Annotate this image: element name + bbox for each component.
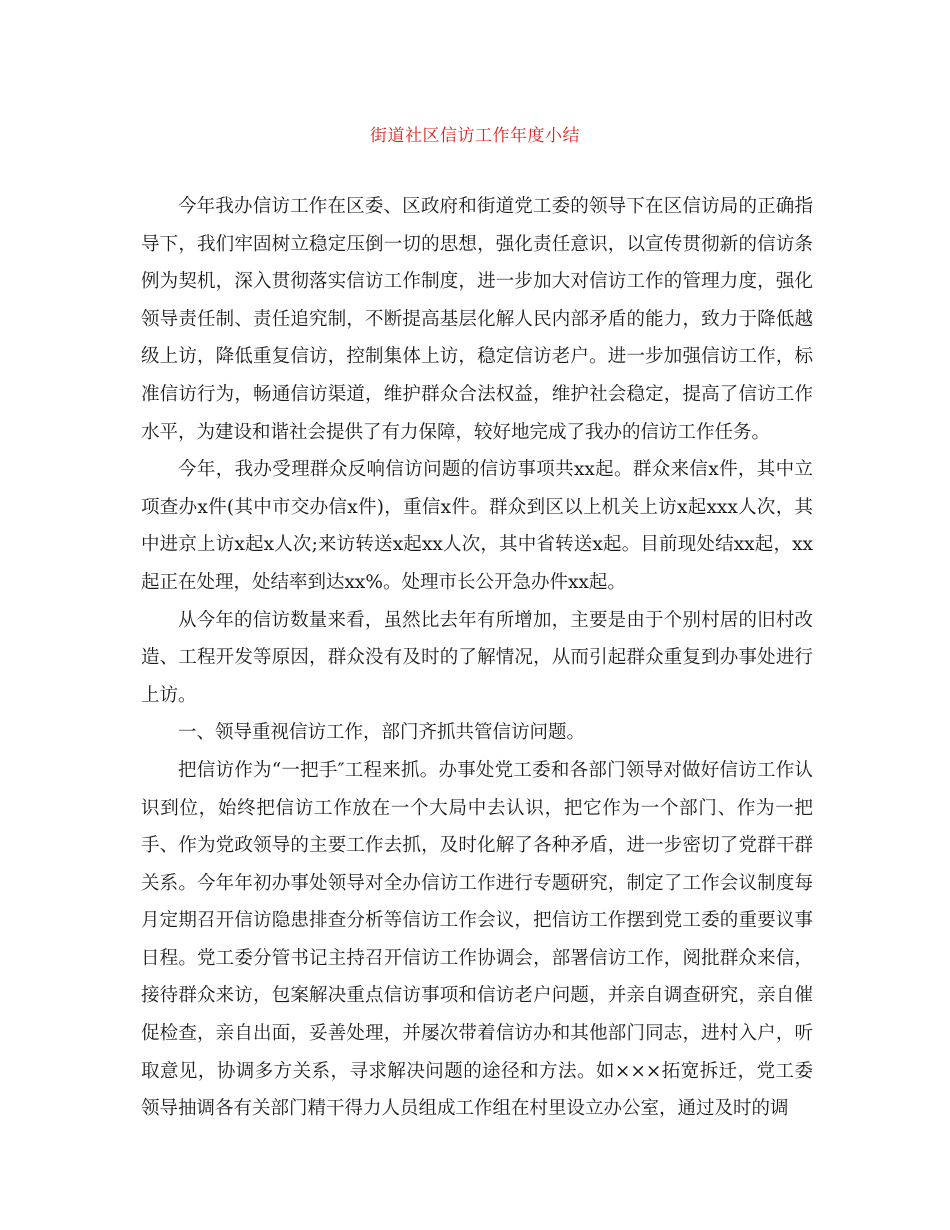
paragraph-2: 今年，我办受理群众反响信访问题的信访事项共xx起。群众来信x件，其中立项查办x件(其中市交办信x件)，重信x件。群众到区以上机关上访x起xxx人次，其中进京上访x起x人次;来访转送x起xx人次，其中省转送x起。目前现处结xx起，xx起正在处理，处结率到达xx%。处理市长公开急办件xx起。	[141, 459, 813, 593]
document-body	[141, 188, 813, 1128]
paragraph-4: 把信访作为“一把手″工程来抓。办事处党工委和各部门领导对做好信访工作认识到位，始终把信访工作放在一个大局中去认识，把它作为一个部门、作为一把手、作为党政领导的主要工作去抓，及时化解了各种矛盾，进一步密切了党群干群关系。今年年初办事处领导对全办信访工作进行专题研究，制定了工作会议制度每月定期召开信访隐患排查分析等信访工作会议，把信访工作摆到党工委的重要议事日程。党工委分管书记主持召开信访工作协调会，部署信访工作，阅批群众来信，接待群众来访，包案解决重点信访事项和信访老户问题，并亲自调查研究，亲自催促检查，亲自出面，妥善处理，并屡次带着信访办和其他部门同志，进村入户，听取意见，协调多方关系，寻求解决问题的途径和方法。如×××拓宽拆迁，党工委领导抽调各有关部门精干得力人员组成工作组在村里设立办公室，通过及时的调	[141, 759, 813, 1120]
document-title: 街道社区信访工作年度小结	[370, 126, 580, 146]
paragraph-1: 今年我办信访工作在区委、区政府和街道党工委的领导下在区信访局的正确指导下，我们牢固树立稳定压倒一切的思想，强化责任意识，以宣传贯彻新的信访条例为契机，深入贯彻落实信访工作制度，进一步加大对信访工作的管理力度，强化领导责任制、责任追究制，不断提高基层化解人民内部矛盾的能力，致力于降低越级上访，降低重复信访，控制集体上访，稳定信访老户。进一步加强信访工作，标准信访行为，畅通信访渠道，维护群众合法权益，维护社会稳定，提高了信访工作水平，为建设和谐社会提供了有力保障，较好地完成了我办的信访工作任务。	[141, 196, 813, 443]
section-heading-1: 一、领导重视信访工作，部门齐抓共管信访问题。	[178, 722, 586, 744]
paragraph-3: 从今年的信访数量来看，虽然比去年有所增加，主要是由于个别村居的旧村改造、工程开发等原因，群众没有及时的了解情况，从而引起群众重复到办事处进行上访。	[141, 609, 813, 706]
